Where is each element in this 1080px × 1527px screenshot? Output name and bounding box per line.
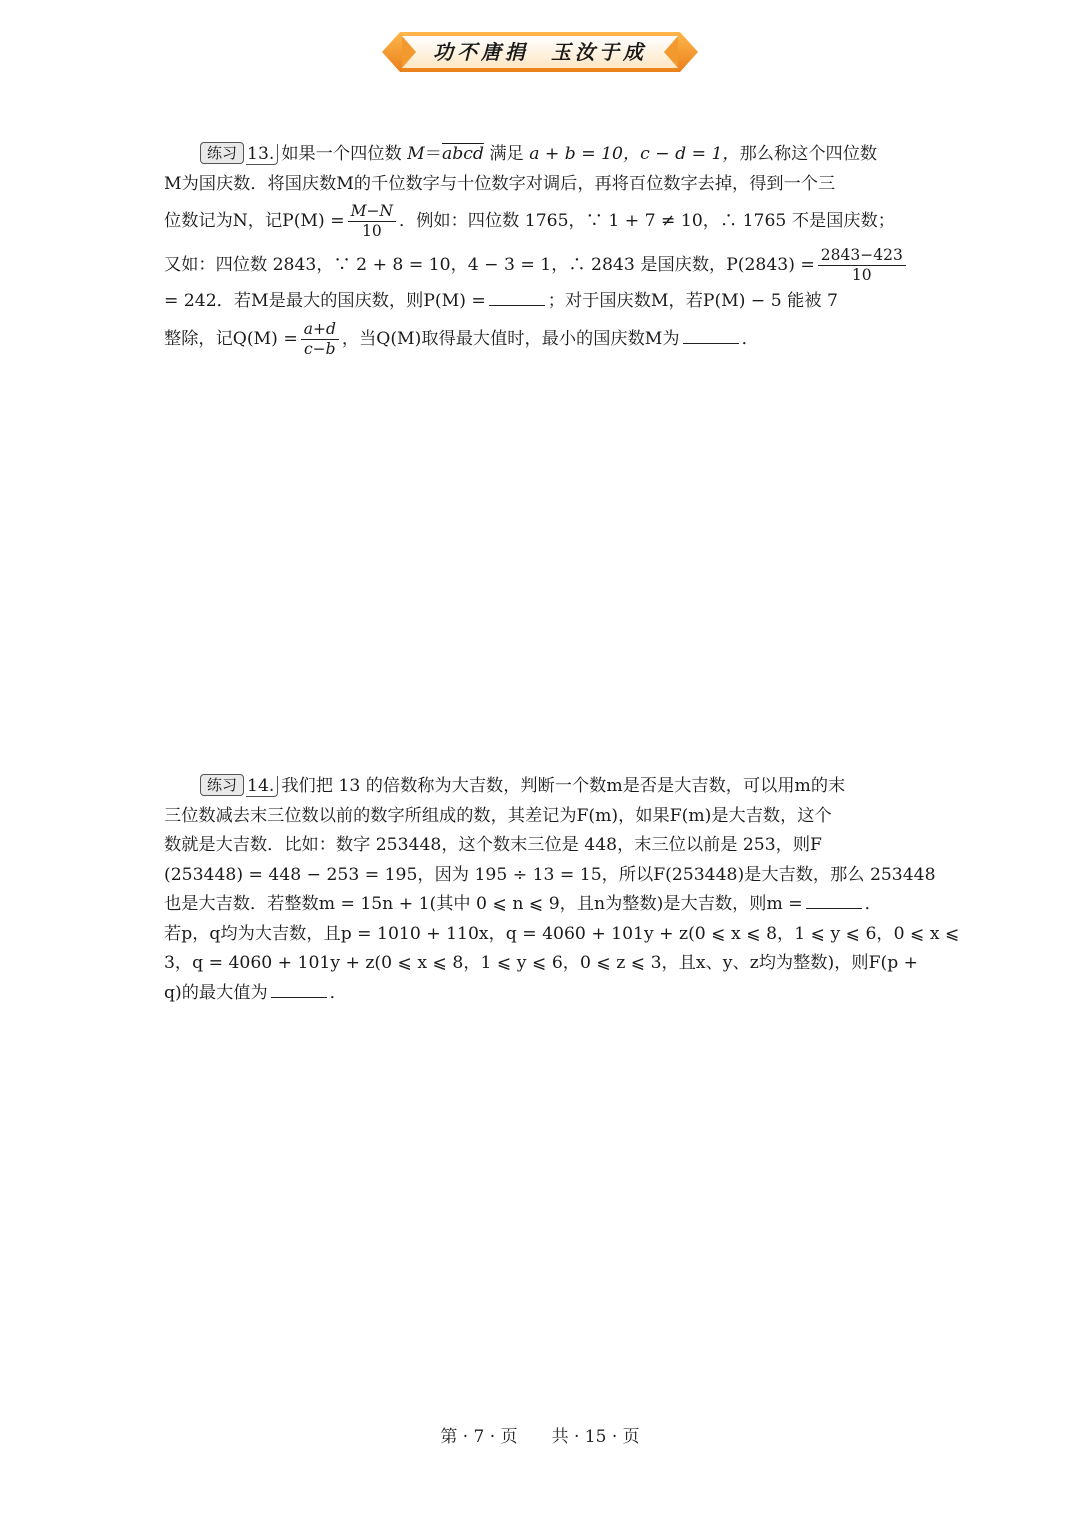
- p14-line-8: [164, 979, 924, 1009]
- p13-text: 满足: [489, 144, 524, 164]
- fraction-P2843: [818, 246, 906, 285]
- p14-line-5: [164, 890, 924, 920]
- p13-abcd: abcd: [441, 144, 484, 164]
- fraction-numerator: a+d: [301, 320, 339, 340]
- p13-text: 整除，记Q(M) =: [164, 328, 298, 349]
- page-number: 第 · 7 · 页: [440, 1427, 518, 1447]
- p14-line-6: [164, 920, 960, 950]
- p13-line-1: [164, 140, 924, 170]
- header-banner: [382, 32, 698, 72]
- answer-blank-4[interactable]: [271, 983, 327, 998]
- p14-line-1: [164, 772, 924, 802]
- p13-line-2: [164, 170, 924, 200]
- fraction-numerator: 2843−423: [818, 246, 906, 266]
- p13-line-6: [164, 317, 924, 361]
- p14-text: q)的最大值为: [164, 982, 268, 1003]
- p13-line-3: [164, 199, 924, 243]
- problem-14: [164, 772, 960, 1008]
- motto-right: 玉汝于成: [551, 40, 647, 64]
- total-pages: 共 · 15 · 页: [551, 1427, 640, 1447]
- practice-tag: 练习: [200, 142, 244, 164]
- problem-13: [164, 140, 924, 361]
- p14-line-3: [164, 831, 924, 861]
- fraction-denominator: 10: [361, 222, 382, 240]
- problem-number: 13.: [246, 144, 278, 165]
- p13-line-5: [164, 287, 924, 317]
- p14-line-4: [164, 861, 936, 891]
- p13-text: ，当Q(M)取得最大值时，最小的国庆数M为: [341, 328, 680, 349]
- p13-cond-1: a + b = 10，: [529, 144, 641, 164]
- p14-text: 3，q = 4060 + 101y + z(0 ⩽ x ⩽ 8，1 ⩽ y ⩽ 6，0 ⩽ z ⩽ 3，且x、y、z均为整数)，则F(p +: [164, 953, 919, 973]
- p13-eq: ＝: [424, 144, 442, 164]
- p14-line-2: [164, 802, 924, 832]
- p13-text: ．: [741, 328, 759, 349]
- fraction-denominator: 10: [851, 266, 872, 284]
- fraction-Q: [301, 320, 339, 359]
- page-footer: [0, 1422, 1080, 1447]
- p14-text: (253448) = 448 − 253 = 195，因为 195 ÷ 13 = 15，所以F(253448)是大吉数，那么 253448: [164, 864, 936, 885]
- p13-text: = 242．若M是最大的国庆数，则P(M) =: [164, 291, 486, 311]
- p14-text: 也是大吉数．若整数m = 15n + 1(其中 0 ⩽ n ⩽ 9，且n为整数)是大吉数，则m =: [164, 894, 803, 914]
- p14-text: ．: [329, 982, 347, 1003]
- answer-blank-1[interactable]: [489, 291, 545, 306]
- fraction-denominator: c−b: [304, 339, 336, 358]
- p13-text: M为国庆数．将国庆数M的千位数字与十位数字对调后，再将百位数字去掉，得到一个三: [164, 173, 836, 194]
- p13-cond-2: c − d = 1，: [640, 144, 740, 164]
- p14-text: 数就是大吉数．比如：数字 253448，这个数末三位是 448，末三位以前是 253，则F: [164, 835, 822, 855]
- fraction-numerator: M−N: [348, 202, 396, 222]
- motto-left: 功不唐捐: [433, 40, 529, 64]
- p14-text: 三位数减去末三位数以前的数字所组成的数，其差记为F(m)，如果F(m)是大吉数，这个: [164, 805, 832, 826]
- p13-var-M: M: [407, 144, 425, 164]
- banner-motto: [382, 32, 698, 72]
- p13-line-4: [164, 243, 924, 287]
- p13-text: 那么称这个四位数: [739, 144, 878, 164]
- p14-text: ．: [864, 894, 882, 914]
- answer-blank-2[interactable]: [683, 329, 739, 344]
- problem-number: 14.: [246, 776, 278, 797]
- p13-text: 又如：四位数 2843，∵ 2 + 8 = 10，4 − 3 = 1，∴ 2843 是国庆数，P(2843) =: [164, 255, 815, 275]
- p13-text: 位数记为N，记P(M) =: [164, 211, 345, 231]
- p14-line-7: [164, 949, 924, 979]
- p13-text: 如果一个四位数: [281, 144, 402, 164]
- fraction-P: [348, 202, 396, 241]
- answer-blank-3[interactable]: [806, 894, 862, 909]
- practice-tag: 练习: [200, 774, 244, 796]
- p13-text: ．例如：四位数 1765，∵ 1 + 7 ≠ 10，∴ 1765 不是国庆数；: [399, 211, 895, 231]
- p13-text: ；对于国庆数M，若P(M) − 5 能被 7: [547, 291, 838, 311]
- p14-text: 若p，q均为大吉数，且p = 1010 + 110x，q = 4060 + 101y + z(0 ⩽ x ⩽ 8，1 ⩽ y ⩽ 6，0 ⩽ x ⩽: [164, 923, 960, 944]
- p14-text: 我们把 13 的倍数称为大吉数，判断一个数m是否是大吉数，可以用m的末: [281, 776, 846, 796]
